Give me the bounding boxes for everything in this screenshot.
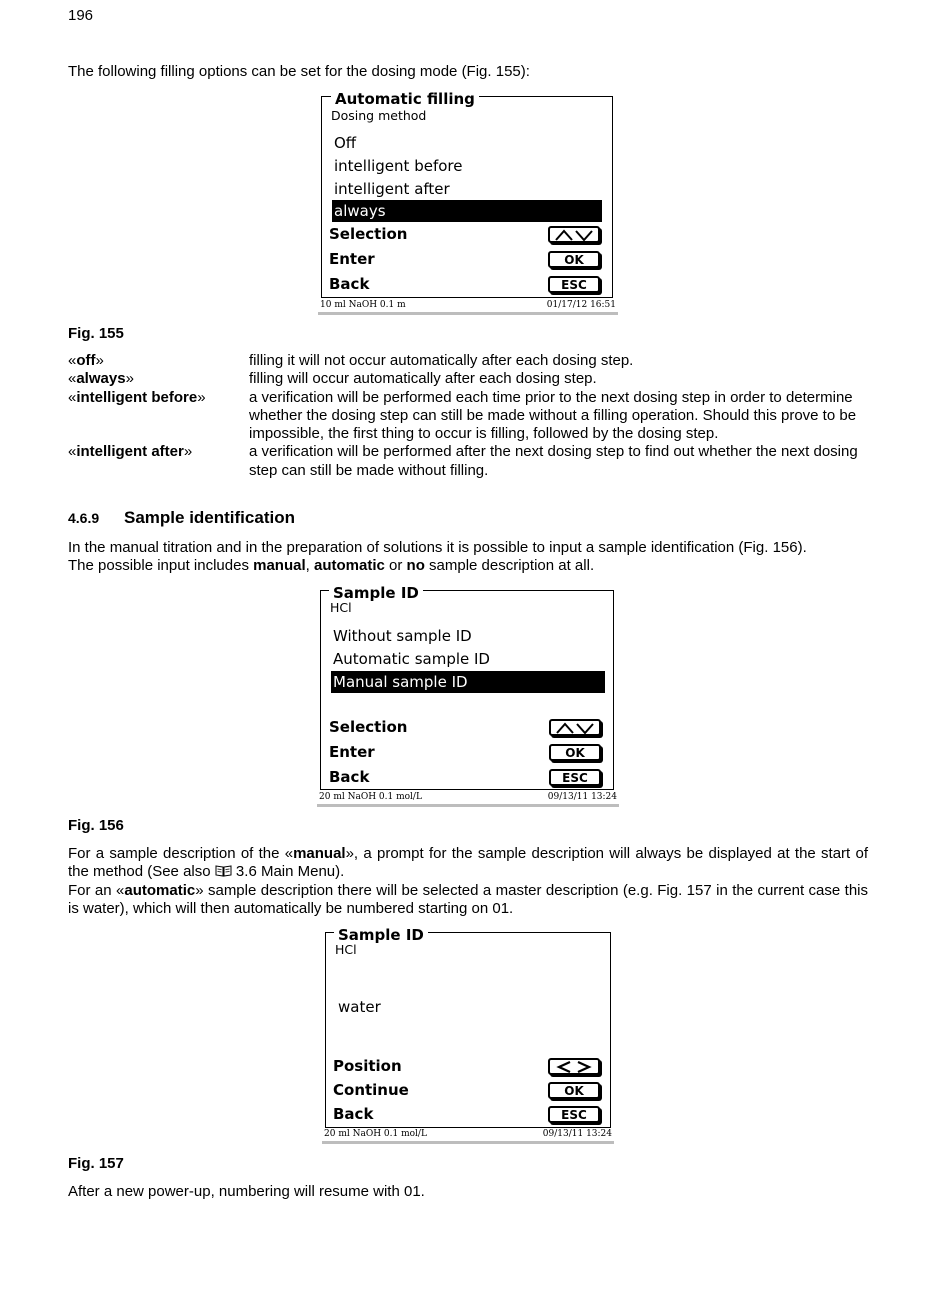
status-bar	[317, 792, 619, 807]
option-intelligent-before[interactable]: intelligent before	[334, 157, 463, 175]
status-datetime: 01/17/12 16:51	[546, 300, 616, 310]
softkey-label-selection: Selection	[329, 225, 408, 243]
ok-key[interactable]: OK	[548, 251, 600, 268]
definition-text: a verification will be performed each time prior to the next dosing step in order to determine whether the dosing step can still be made without a filling operation. Should this prove to be impossible, the first thing to occur is filling, followed by the dosing step.	[249, 388, 857, 443]
softkey-label-enter: Enter	[329, 250, 375, 268]
screen-subtitle: Dosing method	[331, 108, 427, 123]
position-key[interactable]	[548, 1058, 600, 1075]
sample-id-water-screen	[322, 927, 614, 1145]
screen-title: Sample ID	[329, 585, 423, 601]
softkey-label-back: Back	[329, 768, 370, 786]
softkey-label-back: Back	[333, 1105, 374, 1123]
definition-term: «always»	[68, 370, 134, 388]
book-icon	[215, 864, 232, 877]
option-intelligent-after[interactable]: intelligent after	[334, 180, 450, 198]
ok-key[interactable]: OK	[548, 1082, 600, 1099]
section-heading	[68, 508, 295, 528]
sample-name-field[interactable]: water	[338, 998, 381, 1016]
definition-text: filling will occur automatically after each dosing step.	[249, 370, 597, 388]
selection-key[interactable]	[549, 719, 601, 736]
screen-title: Sample ID	[334, 927, 428, 943]
screen-title: Automatic filling	[331, 91, 479, 107]
screen-subtitle: HCl	[335, 942, 357, 957]
status-bar	[322, 1129, 614, 1144]
figure-caption: Fig. 157	[68, 1155, 124, 1172]
sample-paragraph: In the manual titration and in the preparation of solutions it is possible to input a sample identification (Fig. 156). The possible input includes manual, automatic or no sample description at all.	[68, 539, 807, 574]
definition-row	[68, 389, 868, 444]
option-off[interactable]: Off	[334, 134, 357, 152]
esc-key[interactable]: ESC	[549, 769, 601, 786]
softkey-label-position: Position	[333, 1057, 402, 1075]
page-number: 196	[68, 7, 94, 24]
option-automatic-sample-id[interactable]: Automatic sample ID	[333, 650, 490, 668]
definition-term: «off»	[68, 352, 104, 369]
option-manual-sample-id-selected[interactable]: Manual sample ID	[331, 671, 605, 693]
status-method: 20 ml NaOH 0.1 mol/L	[319, 792, 422, 802]
definition-term: «intelligent after»	[68, 443, 193, 461]
status-bar	[318, 300, 618, 315]
intro-paragraph: The following filling options can be set for the dosing mode (Fig. 155):	[68, 63, 530, 80]
definition-row	[68, 443, 868, 480]
softkey-label-selection: Selection	[329, 718, 408, 736]
manual-description-paragraph: For a sample description of the «manual», a prompt for the sample description will always be displayed at the start of the method (See also 3.6 Main Menu).	[68, 845, 868, 880]
closing-paragraph: After a new power-up, numbering will resume with 01.	[68, 1183, 425, 1200]
figure-caption: Fig. 155	[68, 325, 124, 342]
up-down-arrows-icon	[555, 722, 595, 734]
left-right-arrows-icon	[554, 1061, 594, 1073]
figure-caption: Fig. 156	[68, 817, 124, 834]
esc-key[interactable]: ESC	[548, 276, 600, 293]
sample-id-screen	[317, 584, 619, 808]
section-number: 4.6.9	[68, 510, 100, 526]
ok-key[interactable]: OK	[549, 744, 601, 761]
softkey-label-continue: Continue	[333, 1081, 409, 1099]
status-method: 10 ml NaOH 0.1 m	[320, 300, 406, 310]
option-always-selected[interactable]: always	[332, 200, 602, 222]
definition-list	[68, 352, 868, 480]
selection-key[interactable]	[548, 226, 600, 243]
screen-subtitle: HCl	[330, 600, 352, 615]
status-datetime: 09/13/11 13:24	[547, 792, 617, 802]
softkey-label-back: Back	[329, 275, 370, 293]
definition-text: filling it will not occur automatically after each dosing step.	[249, 352, 634, 369]
status-method: 20 ml NaOH 0.1 mol/L	[324, 1129, 427, 1139]
esc-key[interactable]: ESC	[548, 1106, 600, 1123]
definition-term: «intelligent before»	[68, 388, 206, 406]
automatic-filling-screen	[318, 90, 618, 316]
definition-row	[68, 352, 868, 370]
status-datetime: 09/13/11 13:24	[542, 1129, 612, 1139]
definition-text: a verification will be performed after the next dosing step to find out whether the next dosing step can still be made without filling.	[249, 443, 858, 479]
softkey-label-enter: Enter	[329, 743, 375, 761]
automatic-description-paragraph: For an «automatic» sample description there will be selected a master description (e.g. Fig. 157 in the current case this is water), which will then automatically be numbered starting on 01.	[68, 882, 868, 917]
option-without-sample-id[interactable]: Without sample ID	[333, 627, 472, 645]
definition-row	[68, 370, 868, 388]
up-down-arrows-icon	[554, 229, 594, 241]
section-title: Sample identification	[124, 508, 295, 527]
